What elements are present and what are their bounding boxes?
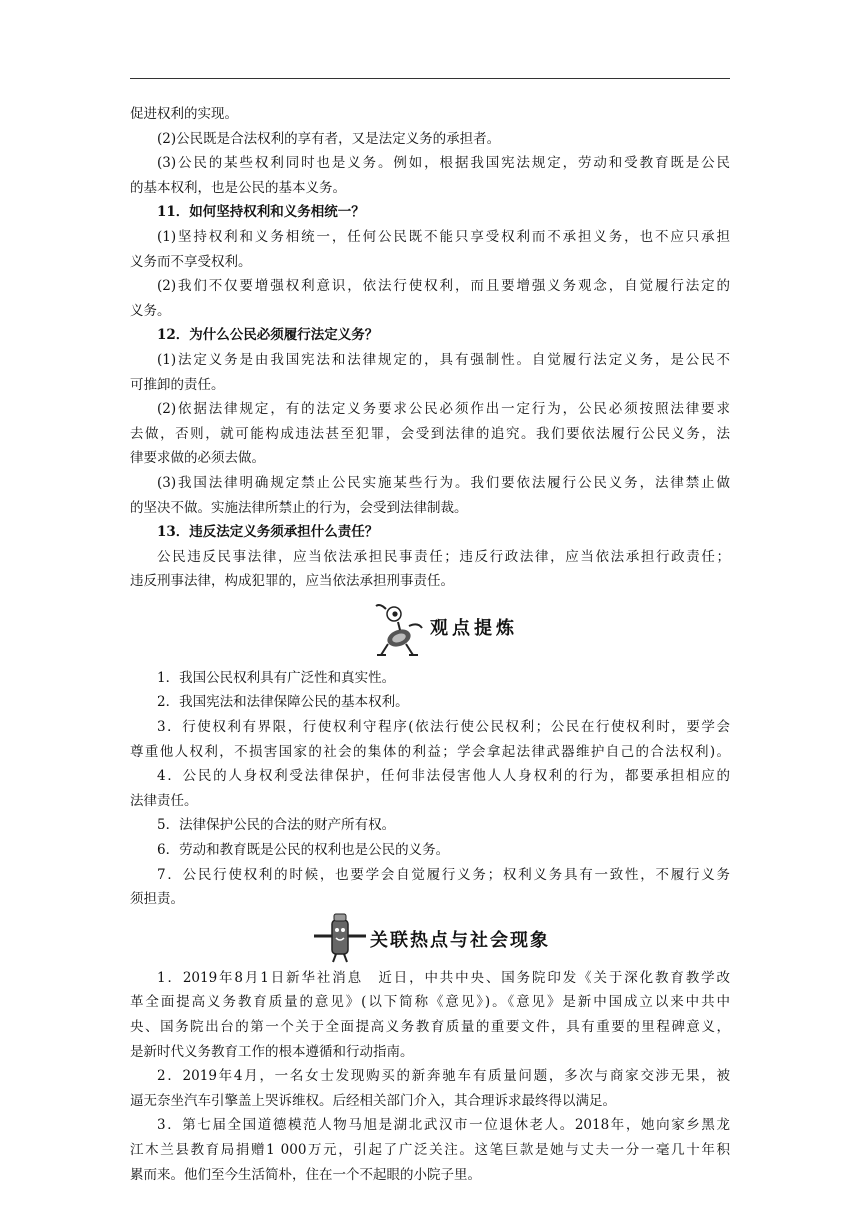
question-title: 12．为什么公民必须履行法定义务？ bbox=[157, 327, 379, 344]
document-body bbox=[130, 102, 730, 1187]
list-item: 1．2019年8月1日新华社消息 近日，中共中央、国务院印发《关于深化教育教学改 bbox=[157, 969, 730, 986]
section-banner-hotspots bbox=[130, 912, 730, 966]
list-item: 5．法律保护公民的合法的财产所有权。 bbox=[157, 817, 396, 834]
text-line: (3)我国法律明确规定禁止公民实施某些行为。我们要依法履行公民义务，法律禁止做 bbox=[157, 474, 730, 491]
list-item: 尊重他人权利，不损害国家的社会的集体的利益；学会拿起法律武器维护自己的合法权利)。 bbox=[130, 743, 730, 760]
section-title: 关联热点与社会现象 bbox=[370, 929, 550, 951]
list-item: 须担责。 bbox=[130, 891, 184, 908]
question-title: 11．如何坚持权利和义务相统一？ bbox=[157, 204, 365, 221]
section-title: 观点提炼 bbox=[430, 617, 518, 639]
text-line: 义务。 bbox=[130, 302, 171, 319]
list-item: 央、国务院出台的第一个关于全面提高义务教育质量的重要文件，具有重要的里程碑意义， bbox=[130, 1019, 730, 1035]
list-item: 法律责任。 bbox=[130, 792, 198, 809]
text-line: 的坚决不做。实施法律所禁止的行为，会受到法律制裁。 bbox=[130, 499, 468, 516]
text-line: 可推卸的责任。 bbox=[130, 376, 225, 393]
list-item: 革全面提高义务教育质量的意见》(以下简称《意见》)。《意见》是新中国成立以来中共中 bbox=[130, 994, 730, 1011]
text-line: (2)公民既是合法权利的享有者，又是法定义务的承担者。 bbox=[157, 130, 501, 147]
list-item: 是新时代义务教育工作的根本遵循和行动指南。 bbox=[130, 1043, 414, 1060]
list-item: 3．行使权利有界限，行使权利守程序(依法行使公民权利；公民在行使权利时，要学会 bbox=[157, 719, 730, 736]
hotspots-list bbox=[130, 966, 730, 1187]
list-item: 2．2019年4月，一名女士发现购买的新奔驰车有质量问题，多次与商家交涉无果，被 bbox=[157, 1068, 730, 1085]
list-item: 逼无奈坐汽车引擎盖上哭诉维权。后经相关部门介入，其合理诉求最终得以满足。 bbox=[130, 1092, 616, 1109]
text-line: (2)依据法律规定，有的法定义务要求公民必须作出一定行为，公民必须按照法律要求 bbox=[157, 401, 730, 418]
top-paragraphs bbox=[130, 102, 730, 200]
list-item: 江木兰县教育局捐赠1 000万元，引起了广泛关注。这笔巨款是她与丈夫一分一毫几十年积 bbox=[130, 1141, 730, 1158]
question-title: 13．违反法定义务须承担什么责任？ bbox=[157, 524, 379, 541]
list-item: 4．公民的人身权利受法律保护，任何非法侵害他人人身权利的行为，都要承担相应的 bbox=[157, 768, 730, 785]
text-line: (2)我们不仅要增强权利意识，依法行使权利，而且要增强义务观念，自觉履行法定的 bbox=[157, 278, 730, 295]
list-item: 2．我国宪法和法律保障公民的基本权利。 bbox=[157, 694, 409, 711]
question-13 bbox=[130, 520, 730, 594]
text-line: (3)公民的某些权利同时也是义务。例如，根据我国宪法规定，劳动和受教育既是公民 bbox=[157, 155, 730, 172]
text-line: 公民违反民事法律，应当依法承担民事责任；违反行政法律，应当依法承担行政责任； bbox=[157, 548, 730, 565]
viewpoints-list bbox=[130, 666, 730, 912]
list-item: 7．公民行使权利的时候，也要学会自觉履行义务；权利义务具有一致性，不履行义务 bbox=[157, 866, 730, 883]
cartoon-mascot-icon bbox=[372, 600, 428, 662]
text-line: (1)法定义务是由我国宪法和法律规定的，具有强制性。自觉履行法定义务，是公民不 bbox=[157, 351, 730, 368]
list-item: 6．劳动和教育既是公民的权利也是公民的义务。 bbox=[157, 842, 450, 859]
text-line: 违反刑事法律，构成犯罪的，应当依法承担刑事责任。 bbox=[130, 573, 454, 590]
pencil-mascot-icon bbox=[312, 912, 368, 968]
text-line: 律要求做的必须去做。 bbox=[130, 450, 265, 467]
list-item: 累而来。他们至今生活简朴，住在一个不起眼的小院子里。 bbox=[130, 1166, 481, 1183]
list-item: 3．第七届全国道德模范人物马旭是湖北武汉市一位退休老人。2018年，她向家乡黑龙 bbox=[157, 1117, 730, 1134]
text-line: (1)坚持权利和义务相统一，任何公民既不能只享受权利而不承担义务，也不应只承担 bbox=[157, 228, 730, 245]
text-line: 义务而不享受权利。 bbox=[130, 253, 252, 270]
text-line: 去做，否则，就可能构成违法甚至犯罪，会受到法律的追究。我们要依法履行公民义务，法 bbox=[130, 425, 730, 442]
question-12 bbox=[130, 323, 730, 520]
list-item: 1．我国公民权利具有广泛性和真实性。 bbox=[157, 669, 396, 686]
text-line: 的基本权利，也是公民的基本义务。 bbox=[130, 179, 346, 196]
header-rule bbox=[130, 78, 730, 79]
section-banner-viewpoints bbox=[130, 594, 730, 666]
question-11 bbox=[130, 200, 730, 323]
text-line: 促进权利的实现。 bbox=[130, 106, 238, 122]
